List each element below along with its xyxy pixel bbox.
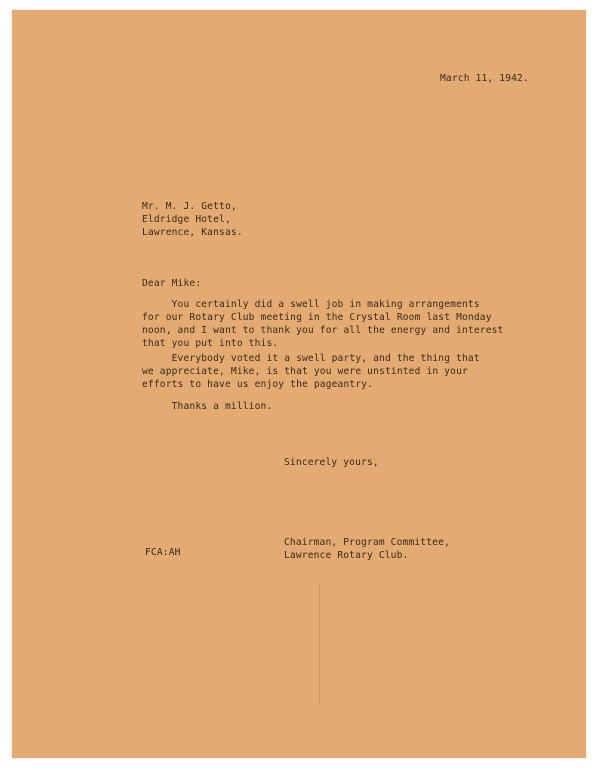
paragraph-1-line: for our Rotary Club meeting in the Crystal Room last Monday: [142, 312, 492, 323]
signature-title: Chairman, Program Committee,: [284, 537, 450, 548]
closing: Sincerely yours,: [284, 457, 379, 468]
paragraph-1: [142, 298, 503, 350]
letter-page: [12, 10, 586, 758]
paragraph-1-line: You certainly did a swell job in making arrangements: [142, 299, 480, 310]
paragraph-2-line: Everybody voted it a swell party, and the thing that: [142, 353, 480, 364]
recipient-name: Mr. M. J. Getto,: [142, 201, 237, 212]
recipient-city: Lawrence, Kansas.: [142, 227, 243, 238]
paragraph-2: [142, 352, 480, 391]
paragraph-2-line: we appreciate, Mike, is that you were unstinted in your: [142, 366, 468, 377]
recipient-address: [142, 200, 243, 239]
paper-crease: [319, 584, 320, 704]
paragraph-3: Thanks a million.: [142, 401, 273, 412]
typist-initials: FCA:AH: [145, 547, 181, 558]
paragraph-1-line: noon, and I want to thank you for all the energy and interest: [142, 325, 504, 336]
signature-organization: Lawrence Rotary Club.: [284, 550, 409, 561]
paragraph-2-line: efforts to have us enjoy the pageantry.: [142, 379, 374, 390]
paragraph-1-line: that you put into this.: [142, 338, 279, 349]
letter-date: March 11, 1942.: [440, 73, 529, 84]
recipient-hotel: Eldridge Hotel,: [142, 214, 231, 225]
salutation: Dear Mike:: [142, 278, 202, 289]
signature-block: [284, 536, 450, 562]
